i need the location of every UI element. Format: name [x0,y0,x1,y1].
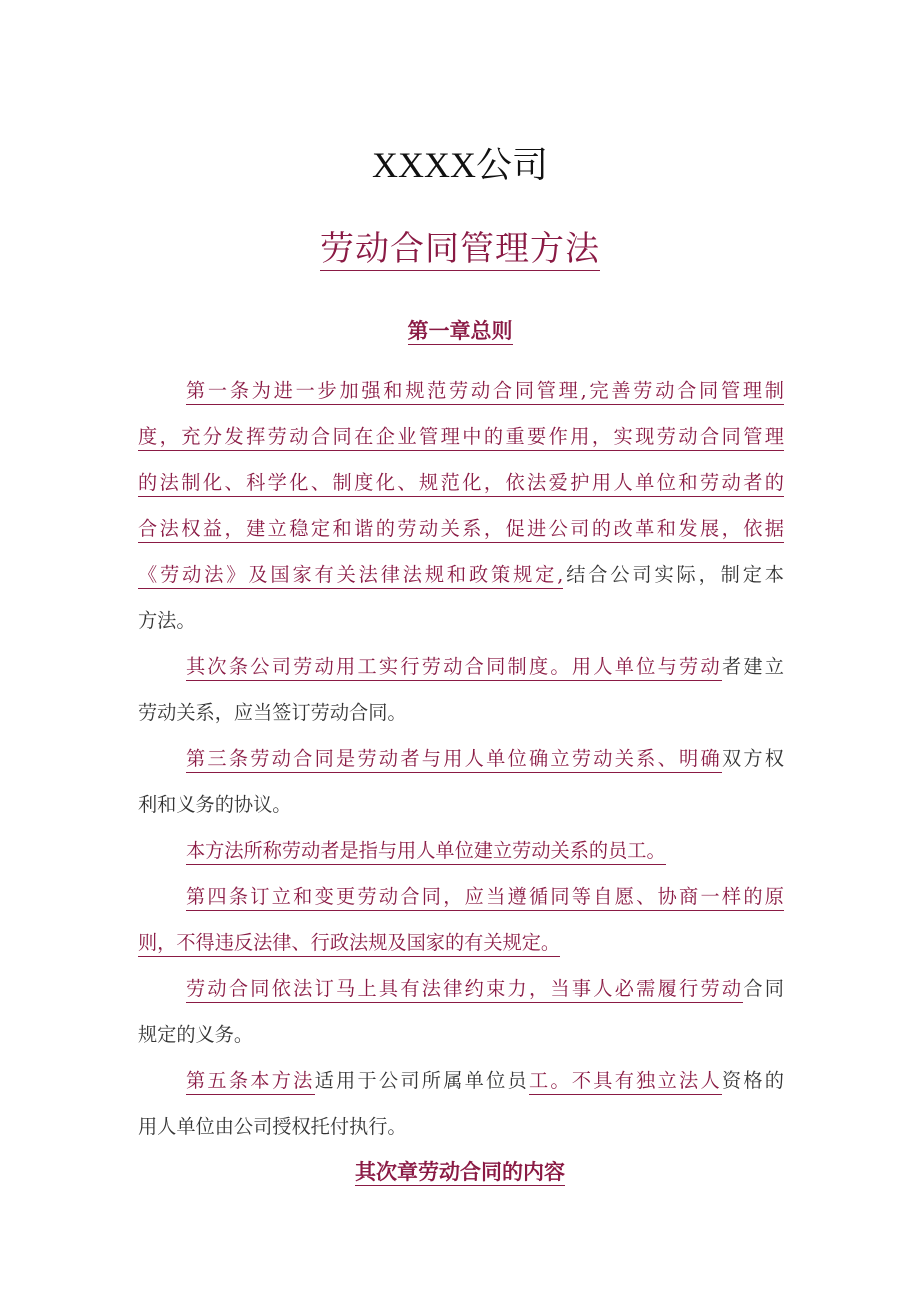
paragraph-line [138,828,784,874]
underlined-text: 其次条公司劳动用工实行劳动合同制度。用人单位与劳动 [186,655,722,681]
paragraph-line [138,966,784,1012]
underlined-text: 合法权益，建立稳定和谐的劳动关系，促进公司的改革和发展，依据 [138,517,784,543]
paragraph-line [138,598,784,644]
chapter-heading-1-text: 第一章总则 [407,319,513,343]
paragraph-line [138,736,784,782]
underlined-text: 劳动合同依法订马上具有法律约束力，当事人必需履行劳动 [186,977,743,1003]
paragraph-line [138,506,784,552]
document-title [0,225,920,273]
plain-text: 资格的 [721,1069,784,1092]
paragraph-line [138,1104,784,1150]
plain-text: 利和义务的协议。 [138,793,292,816]
company-name: XXXX公司 [372,145,548,185]
underlined-text: 工。不具有独立法人 [529,1069,722,1095]
paragraph-line [138,644,784,690]
plain-text: 双方权 [721,747,784,770]
underlined-text: 第三条劳动合同是劳动者与用人单位确立劳动关系、明确 [186,747,722,773]
paragraph-line [138,1012,784,1058]
paragraph-line [138,368,784,414]
paragraph-line [138,414,784,460]
paragraph-line [138,920,784,966]
underlined-text: 的法制化、科学化、制度化、规范化，依法爱护用人单位和劳动者的 [138,471,784,497]
paragraph-line [138,874,784,920]
underlined-text: 《劳动法》及国家有关法律法规和政策规定, [138,563,563,589]
plain-text: 合同 [743,977,784,1000]
plain-text: 结合公司实际，制定本 [563,563,784,586]
paragraph-line [138,782,784,828]
plain-text: 适用于公司所属单位员 [314,1069,529,1092]
paragraph-line [138,690,784,736]
underlined-text: 第一条为进一步加强和规范劳动合同管理,完善劳动合同管理制 [186,379,784,405]
plain-text: 用人单位由公司授权托付执行。 [138,1115,407,1138]
plain-text: 劳动关系，应当签订劳动合同。 [138,701,407,724]
paragraph-line [138,552,784,598]
chapter-heading-2-text: 其次章劳动合同的内容 [355,1160,565,1184]
paragraph-line [138,460,784,506]
underlined-text: 度，充分发挥劳动合同在企业管理中的重要作用，实现劳动合同管理 [138,425,784,451]
article-block [138,368,784,1150]
chapter-heading-2 [0,1157,920,1187]
plain-text: 者建立 [721,655,784,678]
underlined-text: 本方法所称劳动者是指与用人单位建立劳动关系的员工。 [186,839,666,865]
chapter-heading-1 [0,316,920,346]
underlined-text: 第四条订立和变更劳动合同，应当遵循同等自愿、协商一样的原 [186,885,784,911]
underlined-text: 第五条本方法 [186,1069,315,1095]
plain-text: 规定的义务。 [138,1023,254,1046]
plain-text: 方法。 [138,609,196,632]
paragraph-line [138,1058,784,1104]
underlined-text: 则，不得违反法律、行政法规及国家的有关规定。 [138,931,560,957]
document-title-text: 劳动合同管理方法 [320,229,600,269]
